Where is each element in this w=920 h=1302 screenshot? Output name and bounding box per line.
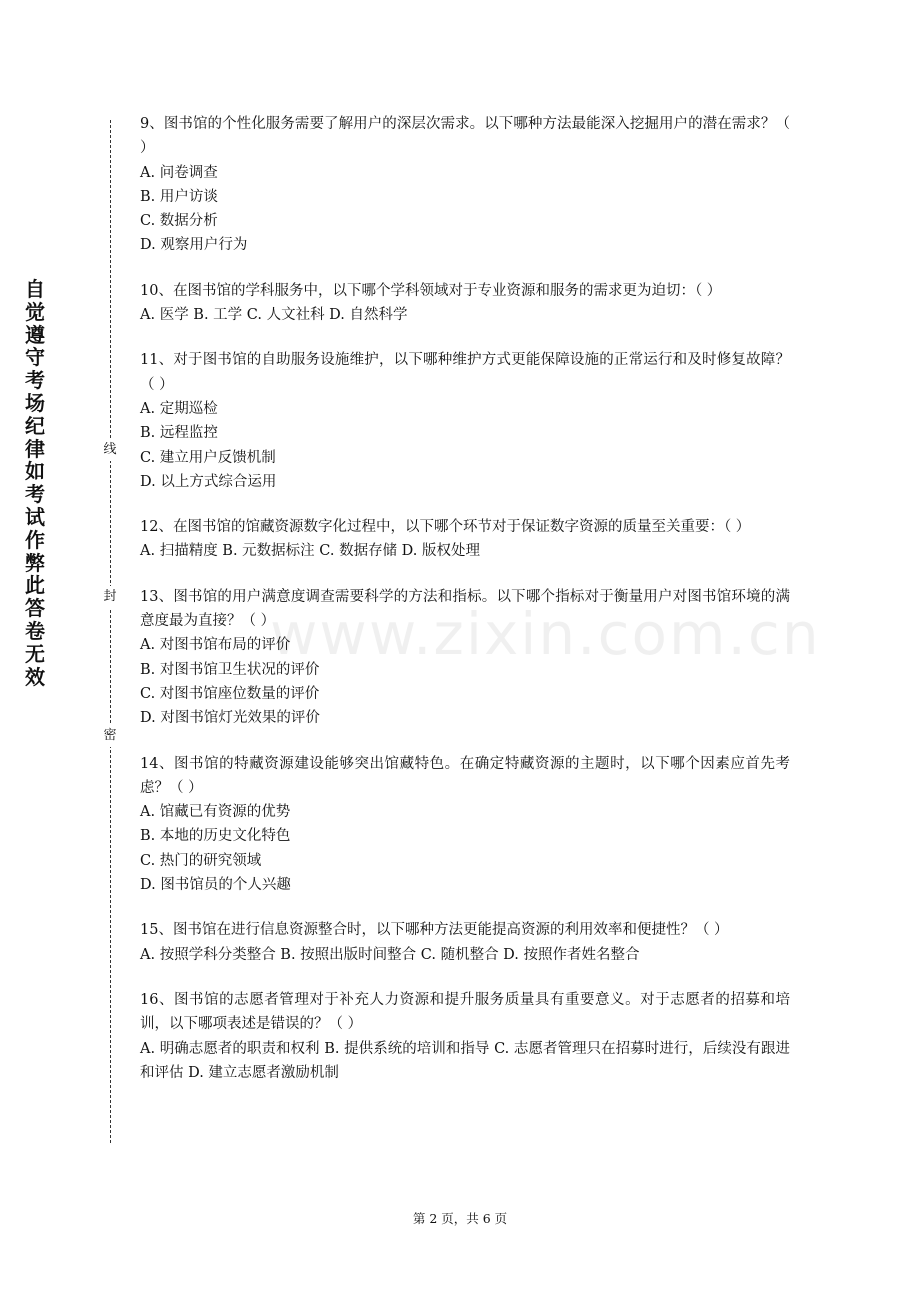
exam-discipline-notice (22, 278, 48, 688)
notice-char: 场 (25, 390, 45, 415)
option-b: B. 远程监控 (140, 425, 218, 442)
question-11 (140, 348, 790, 494)
option-c: C. 建立用户反馈机制 (140, 449, 276, 466)
question-stem: 15、图书馆在进行信息资源整合时，以下哪种方法更能提高资源的利用效率和便捷性？（ ） (140, 922, 729, 939)
notice-char: 守 (25, 345, 45, 370)
question-14 (140, 752, 790, 898)
option-d: D. 以上方式综合运用 (140, 473, 277, 490)
option-c: C. 数据分析 (140, 213, 218, 230)
option-a: A. 问卷调查 (140, 164, 218, 181)
notice-char: 试 (25, 504, 45, 529)
question-15 (140, 918, 790, 967)
question-13 (140, 585, 790, 731)
notice-char: 此 (25, 573, 45, 598)
option-d: D. 对图书馆灯光效果的评价 (140, 710, 320, 727)
question-stem: 9、图书馆的个性化服务需要了解用户的深层次需求。以下哪种方法最能深入挖掘用户的潜在需求？（ ） (140, 116, 790, 157)
option-a: A. 对图书馆布局的评价 (140, 637, 291, 654)
question-stem: 11、对于图书馆的自助服务设施维护，以下哪种维护方式更能保障设施的正常运行和及时修复故障？（ ） (140, 352, 790, 393)
binding-dashed-line (110, 120, 111, 1143)
options-paragraph: A. 明确志愿者的职责和权利 B. 提供系统的培训和指导 C. 志愿者管理只在招募时进行，后续没有跟进和评估 D. 建立志愿者激励机制 (140, 1040, 790, 1081)
option-b: B. 用户访谈 (140, 188, 218, 205)
question-10 (140, 279, 790, 328)
binding-label-secret: 密 (101, 725, 119, 747)
notice-char: 自 (25, 277, 45, 301)
option-a: A. 定期巡检 (140, 400, 218, 417)
option-c: C. 对图书馆座位数量的评价 (140, 685, 320, 702)
notice-char: 纪 (25, 413, 45, 438)
question-stem: 10、在图书馆的学科服务中，以下哪个学科领域对于专业资源和服务的需求更为迫切：（ ） (140, 282, 722, 299)
question-9 (140, 112, 790, 258)
option-d: D. 观察用户行为 (140, 237, 248, 254)
question-stem: 14、图书馆的特藏资源建设能够突出馆藏特色。在确定特藏资源的主题时，以下哪个因素应首先考虑？（ ） (140, 755, 790, 796)
notice-char: 无 (25, 641, 45, 666)
binding-label-seal: 封 (101, 586, 119, 608)
options-line: A. 扫描精度 B. 元数据标注 C. 数据存储 D. 版权处理 (140, 543, 481, 560)
notice-char: 律 (25, 436, 45, 461)
notice-char: 答 (25, 596, 45, 621)
notice-char: 作 (25, 527, 45, 552)
question-stem: 12、在图书馆的馆藏资源数字化过程中，以下哪个环节对于保证数字资源的质量至关重要：（ ） (140, 519, 751, 536)
option-d: D. 图书馆员的个人兴趣 (140, 877, 291, 894)
option-c: C. 热门的研究领域 (140, 852, 262, 869)
notice-char: 觉 (25, 299, 45, 324)
question-stem: 16、图书馆的志愿者管理对于补充人力资源和提升服务质量具有重要意义。对于志愿者的招募和培训，以下哪项表述是错误的？（ ） (140, 991, 790, 1033)
notice-char: 考 (25, 482, 45, 507)
page-number-footer: 第 2 页，共 6 页 (412, 1211, 508, 1226)
option-b: B. 本地的历史文化特色 (140, 828, 291, 845)
notice-char: 遵 (25, 322, 45, 347)
notice-char: 如 (25, 459, 45, 484)
question-list (140, 112, 790, 1106)
notice-char: 考 (25, 368, 45, 393)
notice-char: 卷 (25, 618, 45, 643)
option-a: A. 馆藏已有资源的优势 (140, 804, 291, 821)
options-line: A. 按照学科分类整合 B. 按照出版时间整合 C. 随机整合 D. 按照作者姓名整合 (140, 946, 640, 963)
question-16 (140, 988, 790, 1085)
notice-char: 弊 (25, 550, 45, 575)
question-12 (140, 515, 790, 564)
notice-char: 效 (25, 664, 45, 689)
binding-label-line: 线 (101, 439, 119, 461)
options-line: A. 医学 B. 工学 C. 人文社科 D. 自然科学 (140, 307, 408, 324)
option-b: B. 对图书馆卫生状况的评价 (140, 661, 320, 678)
question-stem: 13、图书馆的用户满意度调查需要科学的方法和指标。以下哪个指标对于衡量用户对图书馆环境的满意度最为直接？（ ） (140, 588, 790, 630)
watermark: www.zixin.com.cn (270, 600, 821, 668)
